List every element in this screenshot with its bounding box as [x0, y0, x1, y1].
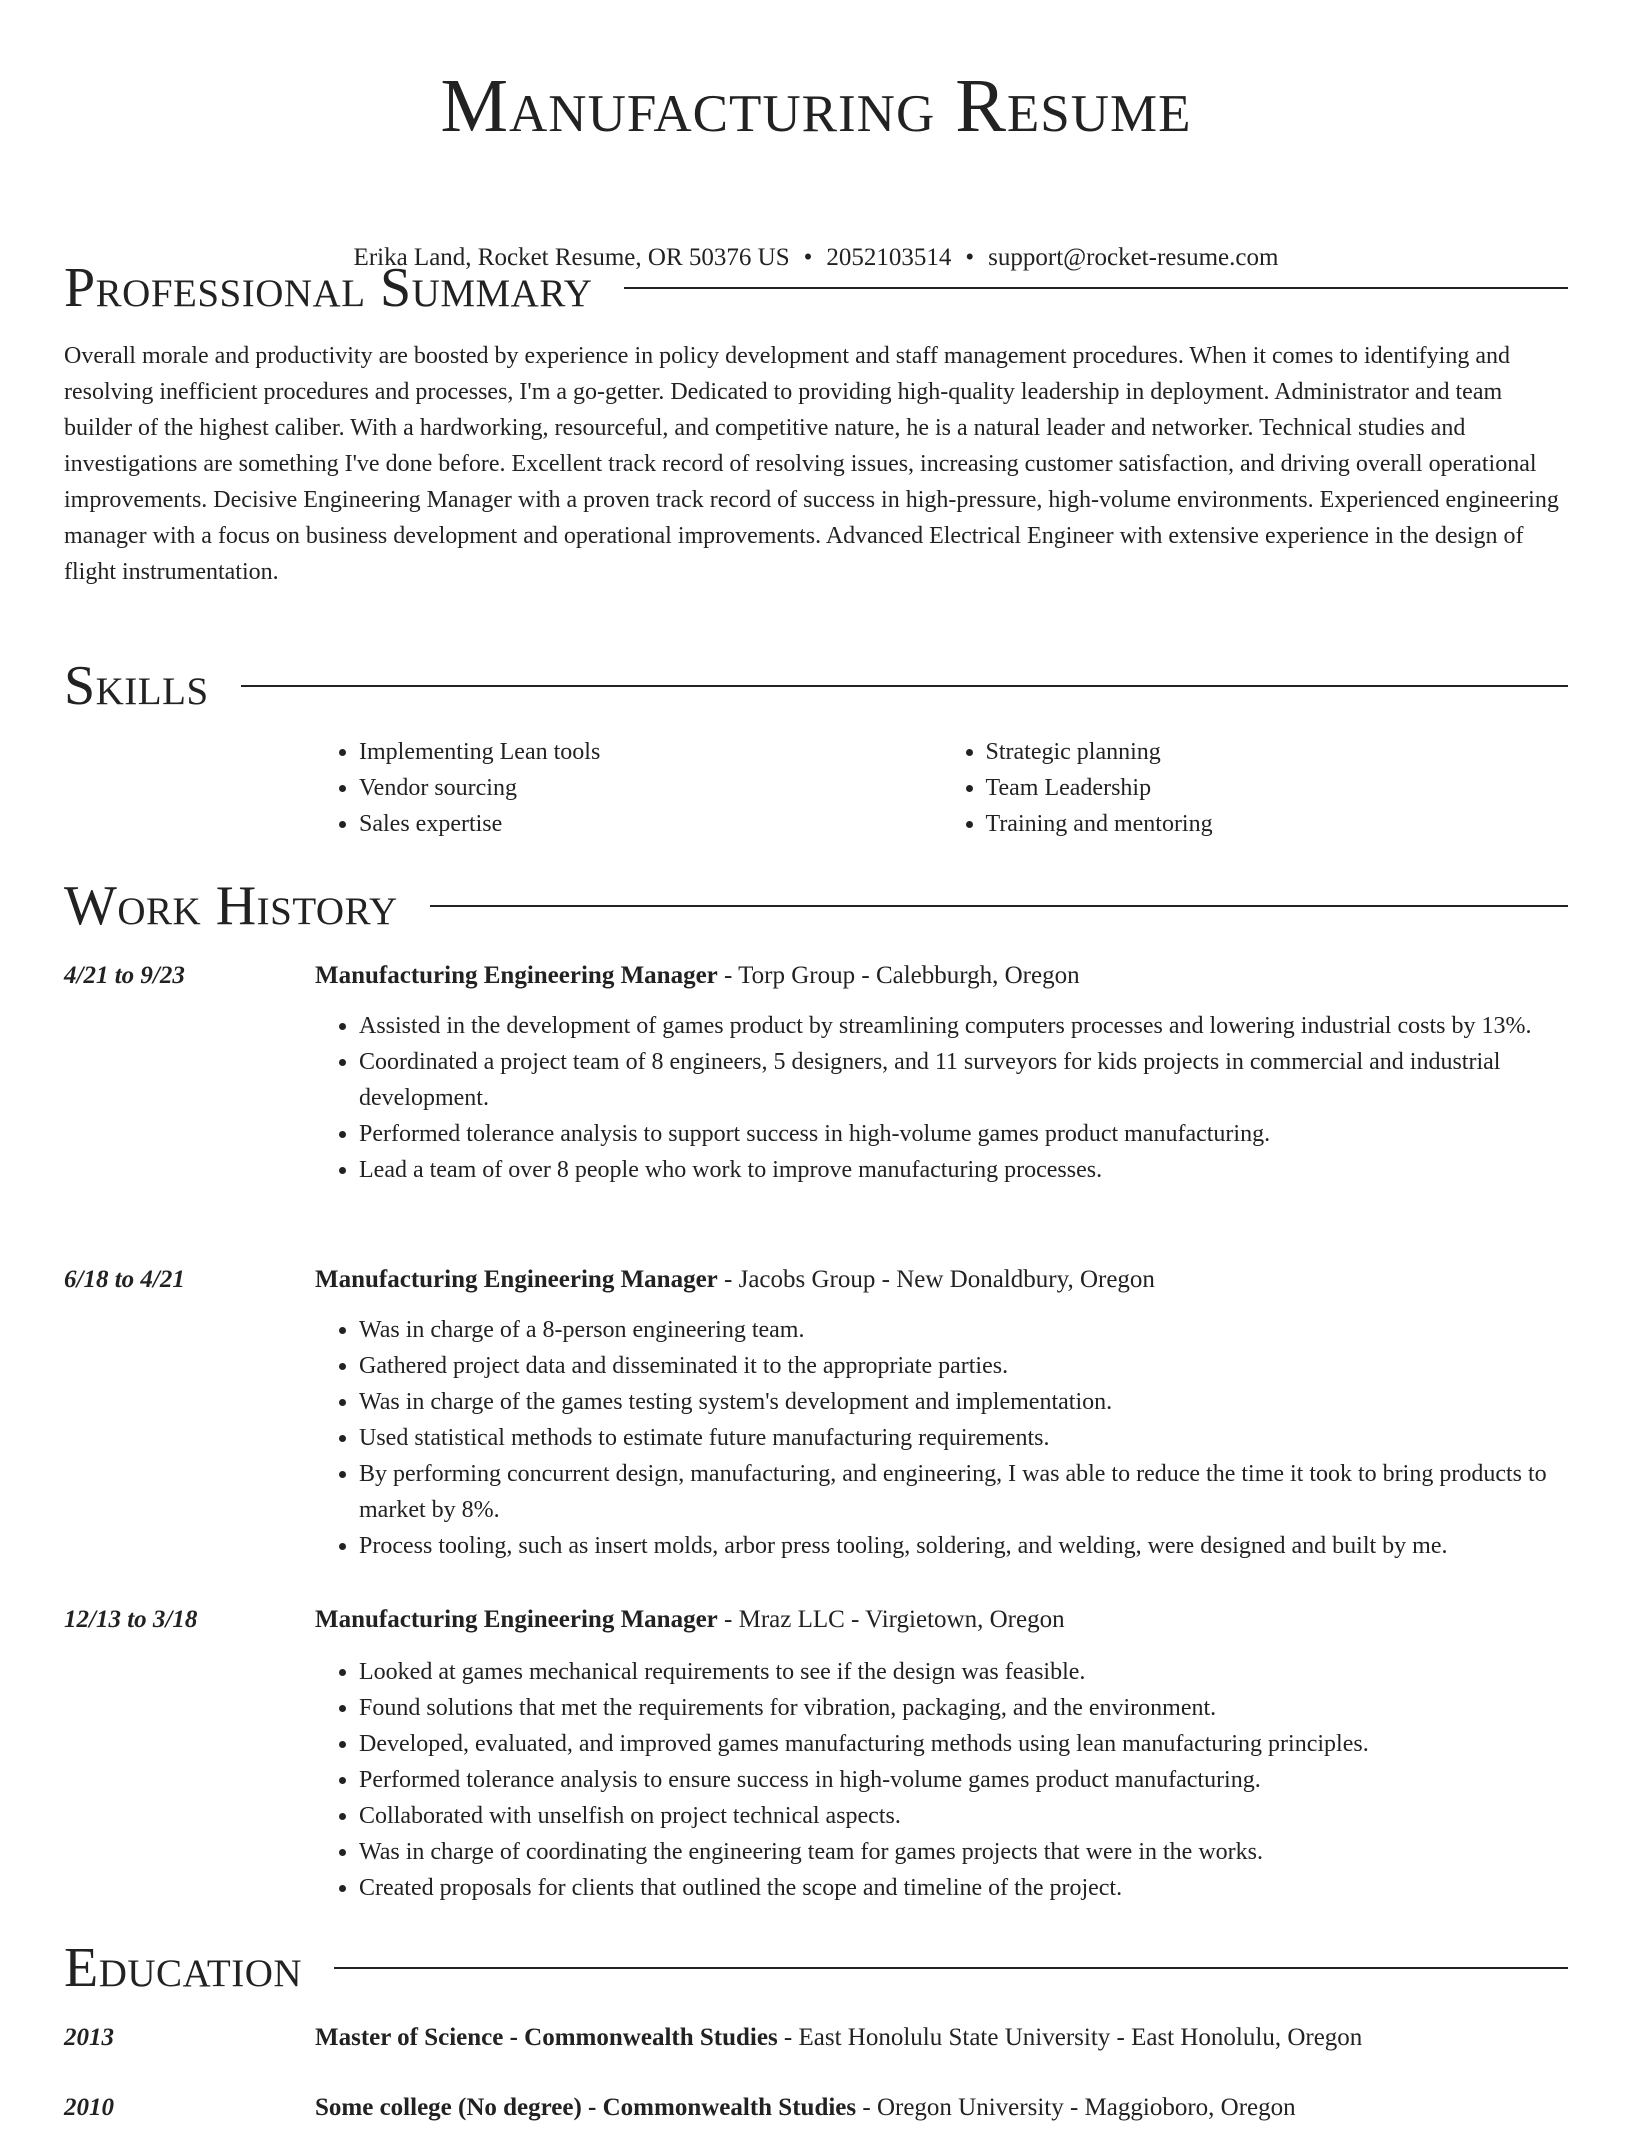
- job-title: Manufacturing Engineering Manager: [315, 1266, 718, 1293]
- education-heading-block: [64, 1936, 1568, 2000]
- job-heading: [315, 958, 1568, 994]
- skill-item: • Sales expertise: [359, 806, 942, 842]
- job-bullets: [315, 1312, 1568, 1564]
- contact-email: support@rocket-resume.com: [988, 244, 1279, 271]
- education-entry: [64, 2090, 1568, 2140]
- education-body: [315, 2090, 1568, 2140]
- job-bullet: • Used statistical methods to estimate future manufacturing requirements.: [359, 1420, 1568, 1456]
- job-bullet: • By performing concurrent design, manufacturing, and engineering, I was able to reduce the time it took to bring products to market by 8%.: [359, 1456, 1568, 1528]
- job-dates: 12/13 to 3/18: [64, 1606, 198, 1633]
- job-bullet: • Performed tolerance analysis to support success in high-volume games product manufacturing.: [359, 1116, 1568, 1152]
- skills-heading: Skills: [64, 655, 209, 717]
- skill-item: • Team Leadership: [986, 770, 1569, 806]
- education-school: - Oregon University - Maggioboro, Oregon: [856, 2094, 1296, 2121]
- education-degree: Master of Science - Commonwealth Studies: [315, 2024, 778, 2051]
- contact-separator: •: [965, 244, 975, 271]
- job-title: Manufacturing Engineering Manager: [315, 962, 718, 989]
- job-company: - Mraz LLC - Virgietown, Oregon: [717, 1606, 1065, 1633]
- job-bullet: • Collaborated with unselfish on project technical aspects.: [359, 1798, 1568, 1834]
- job-dates: 6/18 to 4/21: [64, 1266, 185, 1293]
- contact-separator: •: [803, 244, 813, 271]
- job-heading: [315, 1262, 1568, 1298]
- education-heading: Education: [64, 1937, 303, 1999]
- skills-heading-row: [64, 654, 1568, 718]
- job-entry: [64, 958, 1568, 1188]
- job-bullet: • Performed tolerance analysis to ensure success in high-volume games product manufacturing.: [359, 1762, 1568, 1798]
- job-bullets: [315, 1654, 1568, 1906]
- skill-item: • Implementing Lean tools: [359, 734, 942, 770]
- contact-address: Erika Land, Rocket Resume, OR 50376 US: [353, 244, 790, 271]
- skill-item: • Vendor sourcing: [359, 770, 942, 806]
- job-dates: 4/21 to 9/23: [64, 962, 185, 989]
- skills-column-right: [942, 734, 1569, 842]
- summary-heading: Professional Summary: [64, 257, 593, 319]
- contact-phone: 2052103514: [826, 244, 952, 271]
- job-company: - Jacobs Group - New Donaldbury, Oregon: [717, 1266, 1155, 1293]
- section-divider: [430, 905, 1568, 907]
- job-entry: [64, 1602, 1568, 1906]
- job-bullet: • Process tooling, such as insert molds, arbor press tooling, soldering, and welding, were designed and built by me.: [359, 1528, 1568, 1564]
- work-heading: Work History: [64, 875, 398, 937]
- skills-list: [315, 734, 1568, 842]
- education-heading-line: [315, 2090, 1568, 2126]
- job-bullet: • Looked at games mechanical requirements to see if the design was feasible.: [359, 1654, 1568, 1690]
- job-company: - Torp Group - Calebburgh, Oregon: [717, 962, 1080, 989]
- work-history-heading-block: [64, 874, 1568, 938]
- summary-section: [64, 256, 1568, 590]
- job-bullet: • Developed, evaluated, and improved games manufacturing methods using lean manufacturing principles.: [359, 1726, 1568, 1762]
- job-bullet: • Gathered project data and disseminated it to the appropriate parties.: [359, 1348, 1568, 1384]
- summary-heading-row: [64, 256, 1568, 320]
- job-bullet: • Found solutions that met the requirements for vibration, packaging, and the environment.: [359, 1690, 1568, 1726]
- job-bullet: • Created proposals for clients that outlined the scope and timeline of the project.: [359, 1870, 1568, 1906]
- job-heading: [315, 1602, 1568, 1638]
- skill-item: • Strategic planning: [986, 734, 1569, 770]
- section-divider: [241, 685, 1568, 687]
- work-heading-row: [64, 874, 1568, 938]
- education-heading-row: [64, 1936, 1568, 2000]
- job-title: Manufacturing Engineering Manager: [315, 1606, 718, 1633]
- skill-item: • Training and mentoring: [986, 806, 1569, 842]
- job-bullet: • Was in charge of a 8-person engineering team.: [359, 1312, 1568, 1348]
- job-body: [315, 958, 1568, 1188]
- education-body: [315, 2020, 1568, 2070]
- education-year: 2013: [64, 2024, 114, 2051]
- page-title: Manufacturing Resume: [440, 64, 1192, 148]
- summary-text: Overall morale and productivity are boosted by experience in policy development and staff management procedures. When it comes to identifying and resolving inefficient procedures and processes, I'm a go-getter. Dedicated to providing high-quality leadership in deployment. Administrator and team builder of the highest caliber. With a hardworking, resourceful, and competitive nature, he is a natural leader and networker. Technical studies and investigations are something I've done before. Excellent track record of resolving issues, increasing customer satisfaction, and driving overall operational improvements. Decisive Engineering Manager with a proven track record of success in high-pressure, high-volume environments. Experienced engineering manager with a focus on business development and operational improvements. Advanced Electrical Engineer with extensive experience in the design of flight instrumentation.: [64, 343, 1559, 585]
- education-school: - East Honolulu State University - East Honolulu, Oregon: [777, 2024, 1363, 2051]
- job-bullets: [315, 1008, 1568, 1188]
- job-bullet: • Coordinated a project team of 8 engineers, 5 designers, and 11 surveyors for kids projects in commercial and industrial development.: [359, 1044, 1568, 1116]
- education-entry: [64, 2020, 1568, 2070]
- education-year: 2010: [64, 2094, 114, 2121]
- job-bullet: • Was in charge of the games testing system's development and implementation.: [359, 1384, 1568, 1420]
- job-body: [315, 1602, 1568, 1906]
- section-divider: [334, 1967, 1568, 1969]
- job-bullet: • Was in charge of coordinating the engineering team for games projects that were in the works.: [359, 1834, 1568, 1870]
- education-heading-line: [315, 2020, 1568, 2056]
- education-degree: Some college (No degree) - Commonwealth Studies: [315, 2094, 857, 2121]
- job-bullet: • Assisted in the development of games product by streamlining computers processes and lowering industrial costs by 13%.: [359, 1008, 1568, 1044]
- section-divider: [624, 287, 1568, 289]
- skills-section: [64, 654, 1568, 842]
- skills-column-left: [315, 734, 942, 842]
- job-body: [315, 1262, 1568, 1564]
- job-entry: [64, 1262, 1568, 1564]
- job-bullet: • Lead a team of over 8 people who work to improve manufacturing processes.: [359, 1152, 1568, 1188]
